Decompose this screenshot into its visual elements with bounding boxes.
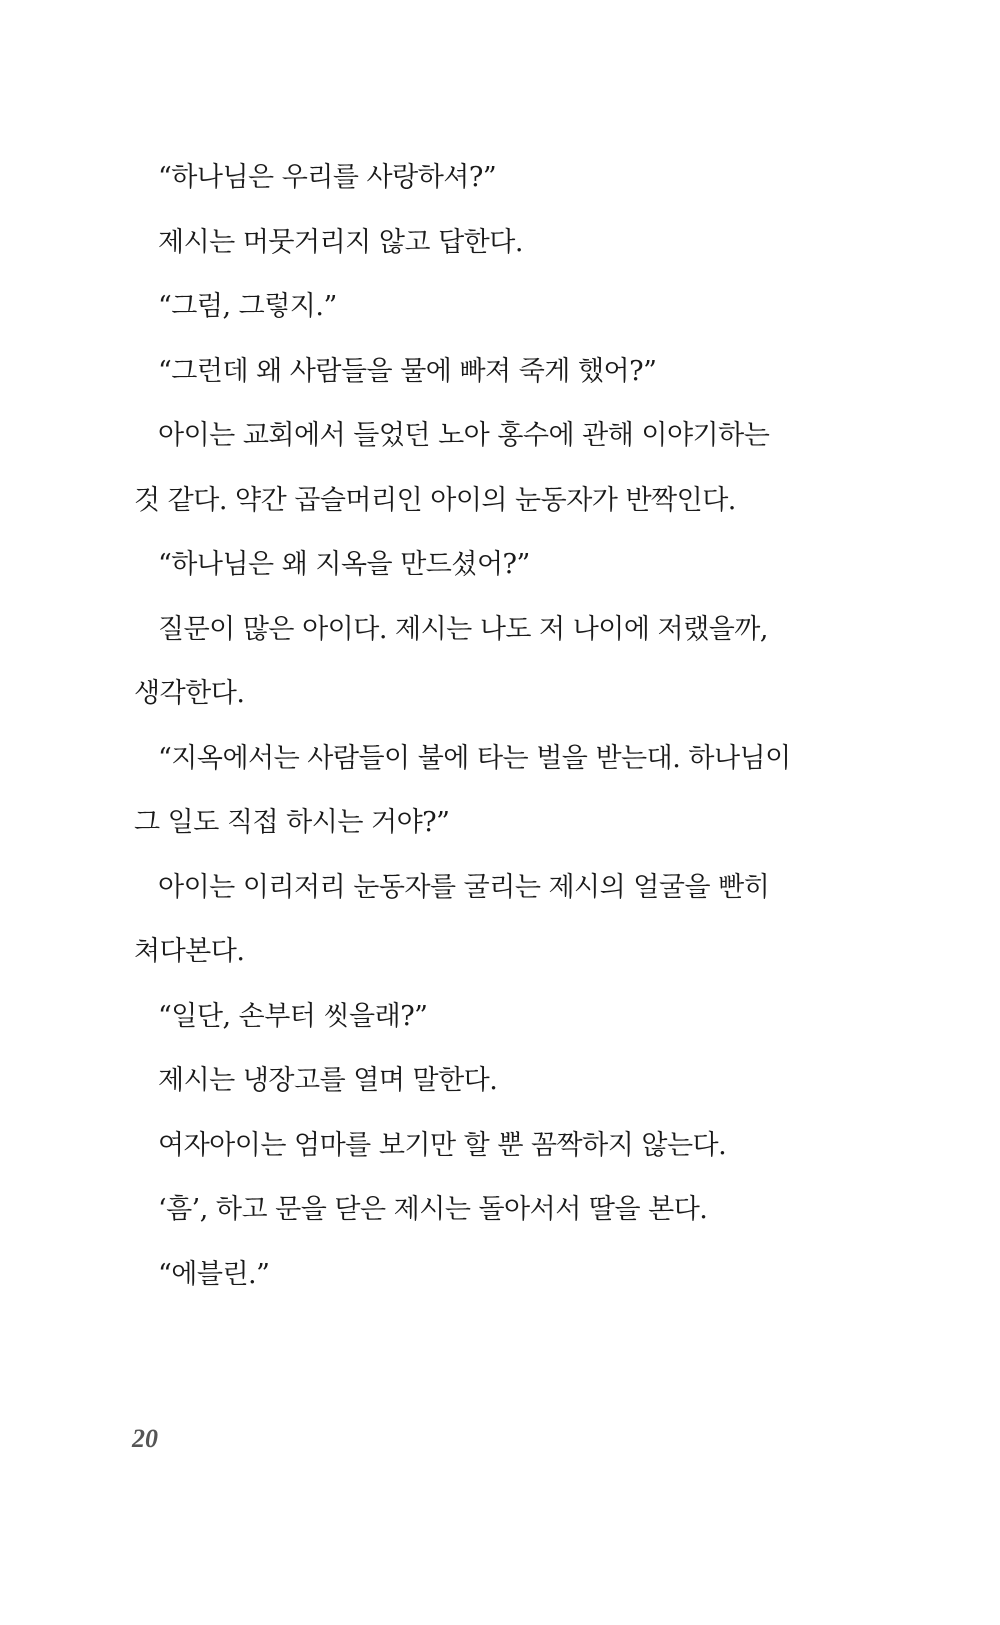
text-line: 여자아이는 엄마를 보기만 할 뿐 꼼짝하지 않는다. [158, 1129, 727, 1161]
text-line: 것 같다. 약간 곱슬머리인 아이의 눈동자가 반짝인다. [134, 484, 736, 516]
text-line: 쳐다본다. [134, 936, 245, 967]
page-number: 20 [132, 1424, 158, 1453]
text-line: ‘흠’, 하고 문을 닫은 제시는 돌아서서 딸을 본다. [158, 1194, 708, 1225]
text-line: 그 일도 직접 하시는 거야?” [134, 807, 450, 838]
text-line: “지옥에서는 사람들이 불에 타는 벌을 받는대. 하나님이 [158, 742, 791, 774]
text-line: “그런데 왜 사람들을 물에 빠져 죽게 했어?” [158, 355, 657, 387]
text-line: 제시는 냉장고를 열며 말한다. [158, 1065, 498, 1096]
text-line: “일단, 손부터 씻을래?” [158, 1000, 428, 1032]
body-text [134, 158, 794, 1319]
text-line: “그럼, 그렇지.” [158, 291, 337, 322]
text-line: 제시는 머뭇거리지 않고 답한다. [158, 226, 523, 258]
text-line: 생각한다. [134, 678, 245, 709]
text-line: “에블린.” [158, 1258, 270, 1290]
text-line: “하나님은 왜 지옥을 만드셨어?” [158, 549, 530, 580]
text-line: 질문이 많은 아이다. 제시는 나도 저 나이에 저랬을까, [158, 613, 768, 645]
text-line: 아이는 이리저리 눈동자를 굴리는 제시의 얼굴을 빤히 [158, 871, 770, 903]
text-line: “하나님은 우리를 사랑하셔?” [158, 162, 497, 193]
text-line: 아이는 교회에서 들었던 노아 홍수에 관해 이야기하는 [158, 420, 770, 451]
